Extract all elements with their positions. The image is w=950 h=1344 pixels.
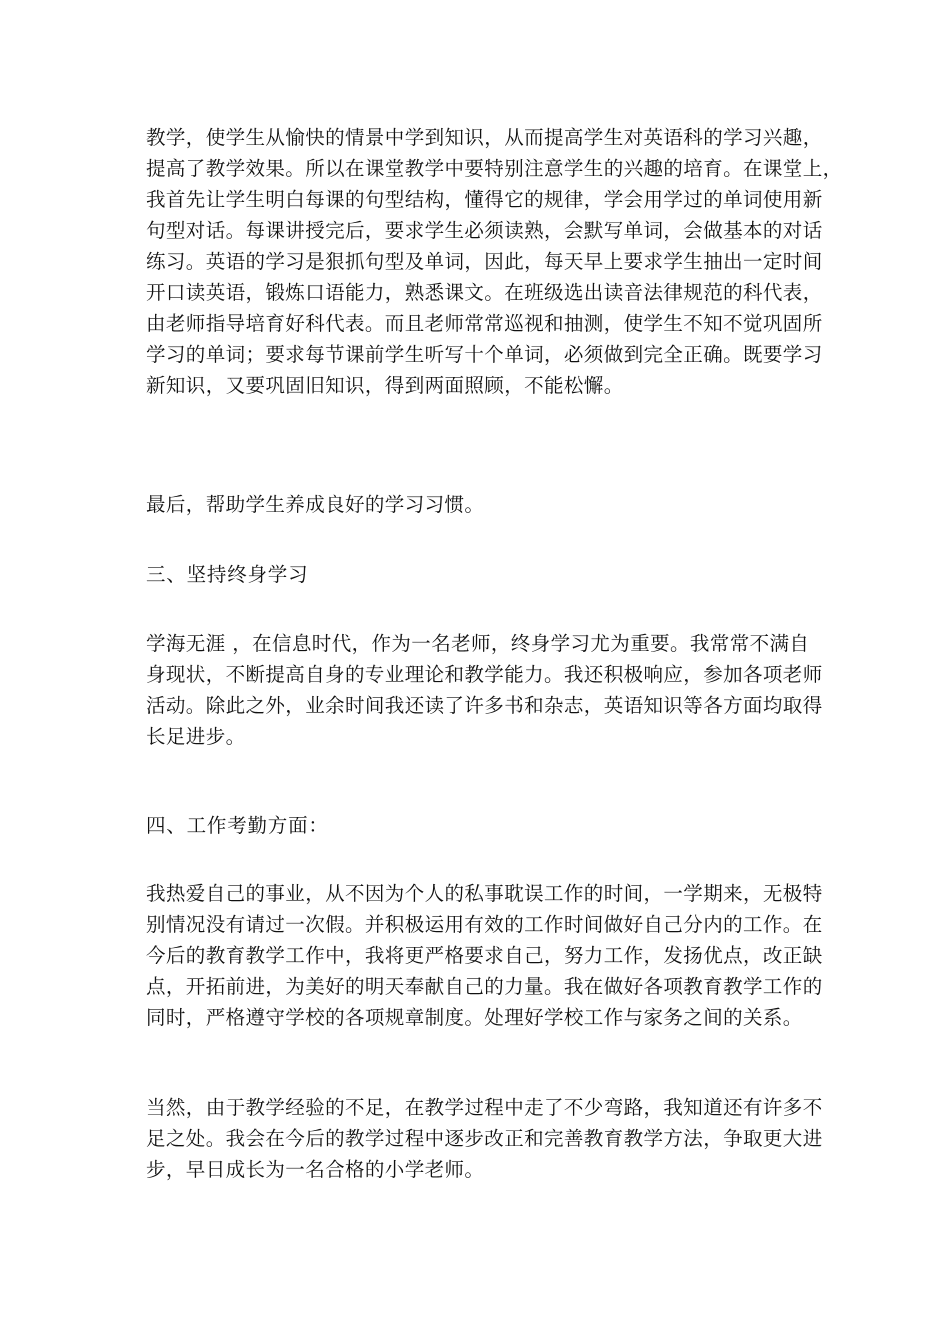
text-line: 由老师指导培育好科代表。而且老师常常巡视和抽测，使学生不知不觉巩固所 [146, 312, 823, 335]
text-line: 当然，由于教学经验的不足，在教学过程中走了不少弯路，我知道还有许多不 [146, 1096, 823, 1119]
text-line: 足之处。我会在今后的教学过程中逐步改正和完善教育教学方法，争取更大进 [146, 1127, 823, 1150]
text-line: 提高了教学效果。所以在课堂教学中要特别注意学生的兴趣的培育。在课堂上， [146, 157, 843, 180]
text-line: 长足进步。 [146, 725, 246, 748]
section-heading-lifelong-learning [146, 559, 806, 590]
text-line: 身现状，不断提高自身的专业理论和教学能力。我还积极响应，参加各项老师 [146, 663, 823, 686]
text-line: 我热爱自己的事业，从不因为个人的私事耽误工作的时间，一学期来，无极特 [146, 882, 823, 905]
section-heading-attendance [146, 810, 806, 841]
paragraph-conclusion [146, 1092, 823, 1185]
text-line: 点，开拓前进，为美好的明天奉献自己的力量。我在做好各项教育教学工作的 [146, 975, 823, 998]
text-line: 别情况没有请过一次假。并积极运用有效的工作时间做好自己分内的工作。在 [146, 913, 823, 936]
text-line: 新知识，又要巩固旧知识，得到两面照顾，不能松懈。 [146, 374, 624, 397]
text-line: 学海无涯 ，在信息时代，作为一名老师，终身学习尤为重要。我常常不满自 [146, 632, 810, 655]
text-line: 同时，严格遵守学校的各项规章制度。处理好学校工作与家务之间的关系。 [146, 1006, 803, 1029]
text-line: 今后的教育教学工作中，我将更严格要求自己，努力工作，发扬优点，改正缺 [146, 944, 823, 967]
text-line: 活动。除此之外，业余时间我还读了许多书和杂志，英语知识等各方面均取得 [146, 694, 823, 717]
paragraph-teaching-methods [146, 122, 843, 401]
heading-text: 四、工作考勤方面： [146, 814, 329, 837]
text-line: 教学，使学生从愉快的情景中学到知识，从而提高学生对英语科的学习兴趣， [146, 126, 823, 149]
text-line: 我首先让学生明白每课的句型结构，懂得它的规律，学会用学过的单词使用新 [146, 188, 823, 211]
text-line: 句型对话。每课讲授完后，要求学生必须读熟，会默写单词，会做基本的对话 [146, 219, 823, 242]
text-line: 练习。英语的学习是狠抓句型及单词，因此，每天早上要求学生抽出一定时间 [146, 250, 823, 273]
heading-text: 三、坚持终身学习 [146, 563, 309, 586]
paragraph-lifelong-learning [146, 628, 823, 752]
paragraph-study-habits [146, 489, 806, 520]
text-line: 开口读英语，锻炼口语能力，熟悉课文。在班级选出读音法律规范的科代表， [146, 281, 823, 304]
text-line: 学习的单词；要求每节课前学生听写十个单词，必须做到完全正确。既要学习 [146, 343, 823, 366]
text-line: 最后，帮助学生养成良好的学习习惯。 [146, 493, 485, 516]
paragraph-attendance [146, 878, 823, 1033]
text-line: 步，早日成长为一名合格的小学老师。 [146, 1158, 485, 1181]
